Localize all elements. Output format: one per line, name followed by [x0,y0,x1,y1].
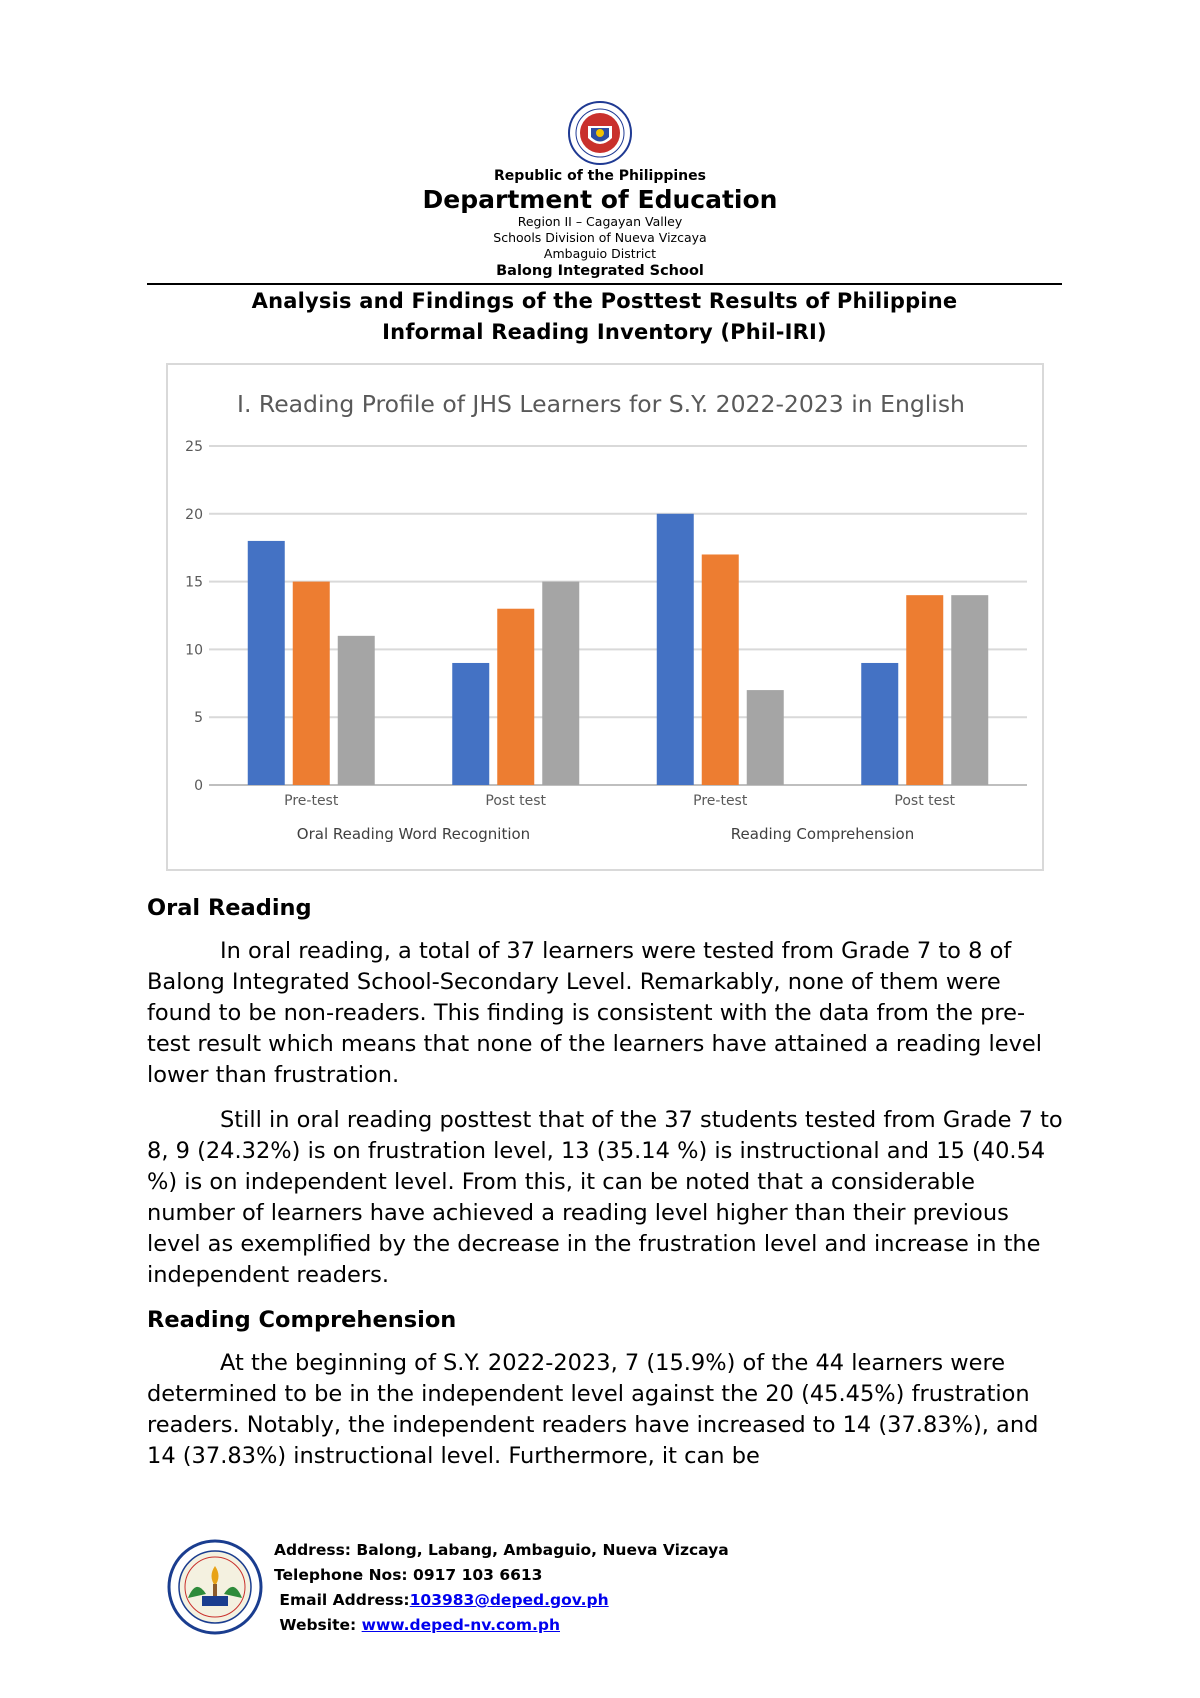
region-line: Region II – Cagayan Valley [517,214,683,229]
division-line: Schools Division of Nueva Vizcaya [493,230,707,245]
bar-3-3 [747,690,784,785]
y-tick-label: 5 [194,710,203,727]
group-label: Oral Reading Word Recognition [296,825,531,843]
bar-1-1 [248,541,285,785]
bar-1-3 [657,514,694,785]
footer [166,1538,966,1648]
oral-reading-heading: Oral Reading [147,895,312,921]
chart-y-ticks [185,439,203,794]
oral-reading-paragraph-2: Still in oral reading posttest that of the 37 students tested from Grade 7 to 8, 9 (24.32%) is on frustration level, 13 (35.14 %) is instructional and 15 (40.54 %) is on independent level. From this, it can be noted that a considerable number of learners have achieved a reading level higher than their previous level as exemplified by the decrease in the frustration level and increase in the independent readers. [147,1107,1063,1288]
y-tick-label: 0 [194,778,203,794]
x-tick-label: Pre-test [284,793,339,809]
chart-title: I. Reading Profile of JHS Learners for S.Y. 2022-2023 in English [237,390,965,418]
republic-line: Republic of the Philippines [494,168,706,184]
bar-2-1 [293,582,330,785]
y-tick-label: 15 [185,574,203,591]
bar-3-4 [951,595,988,785]
y-tick-label: 25 [185,439,203,455]
school-seal-logo [166,1538,264,1636]
school-name: Balong Integrated School [496,263,704,279]
x-tick-label: Post test [894,793,956,809]
bar-2-2 [497,609,534,785]
bar-2-4 [906,595,943,785]
footer-contact [274,1538,729,1638]
group-label: Reading Comprehension [730,825,915,843]
y-tick-label: 10 [185,642,203,659]
oral-reading-paragraph-1: In oral reading, a total of 37 learners were tested from Grade 7 to 8 of Balong Integrated School-Secondary Level. Remarkably, none of them were found to be non-readers. This finding is consistent with the data from the pre-test result which means that none of the learners have attained a reading level lower than frustration. [147,938,1042,1088]
department-name: Department of Education [422,185,778,214]
bar-1-4 [861,663,898,785]
footer-phone: Telephone Nos: 0917 103 6613 [274,1566,543,1584]
chart-x-ticks [284,793,955,809]
x-tick-label: Pre-test [693,793,748,809]
chart-group-labels [297,825,914,843]
district-line: Ambaguio District [543,246,657,261]
reading-profile-chart [166,363,1044,871]
email-link[interactable]: 103983@deped.gov.ph [409,1591,609,1609]
reading-comprehension-heading: Reading Comprehension [147,1307,457,1333]
analysis-body [147,893,1067,1486]
bar-3-1 [338,636,375,785]
x-tick-label: Post test [485,793,547,809]
reading-comprehension-paragraph-1: At the beginning of S.Y. 2022-2023, 7 (15.9%) of the 44 learners were determined to be in the independent level against the 20 (45.45%) frustration readers. Notably, the independent readers have increased to 14 (37.83%), and 14 (37.83%) instructional level. Furthermore, it can be [147,1350,1039,1469]
bar-2-3 [702,554,739,785]
bar-1-2 [452,663,489,785]
footer-address: Address: Balong, Labang, Ambaguio, Nueva Vizcaya [274,1541,729,1559]
footer-email: Email Address:103983@deped.gov.ph [279,1591,609,1609]
y-tick-label: 20 [185,506,203,523]
bar-3-2 [542,582,579,785]
document-title-line-1: Analysis and Findings of the Posttest Results of Philippine [251,289,958,313]
footer-website: Website: www.deped-nv.com.ph [279,1616,560,1634]
chart-gridlines [209,446,1027,785]
website-link[interactable]: www.deped-nv.com.ph [361,1616,560,1634]
document-title-line-2: Informal Reading Inventory (Phil-IRI) [382,320,827,344]
